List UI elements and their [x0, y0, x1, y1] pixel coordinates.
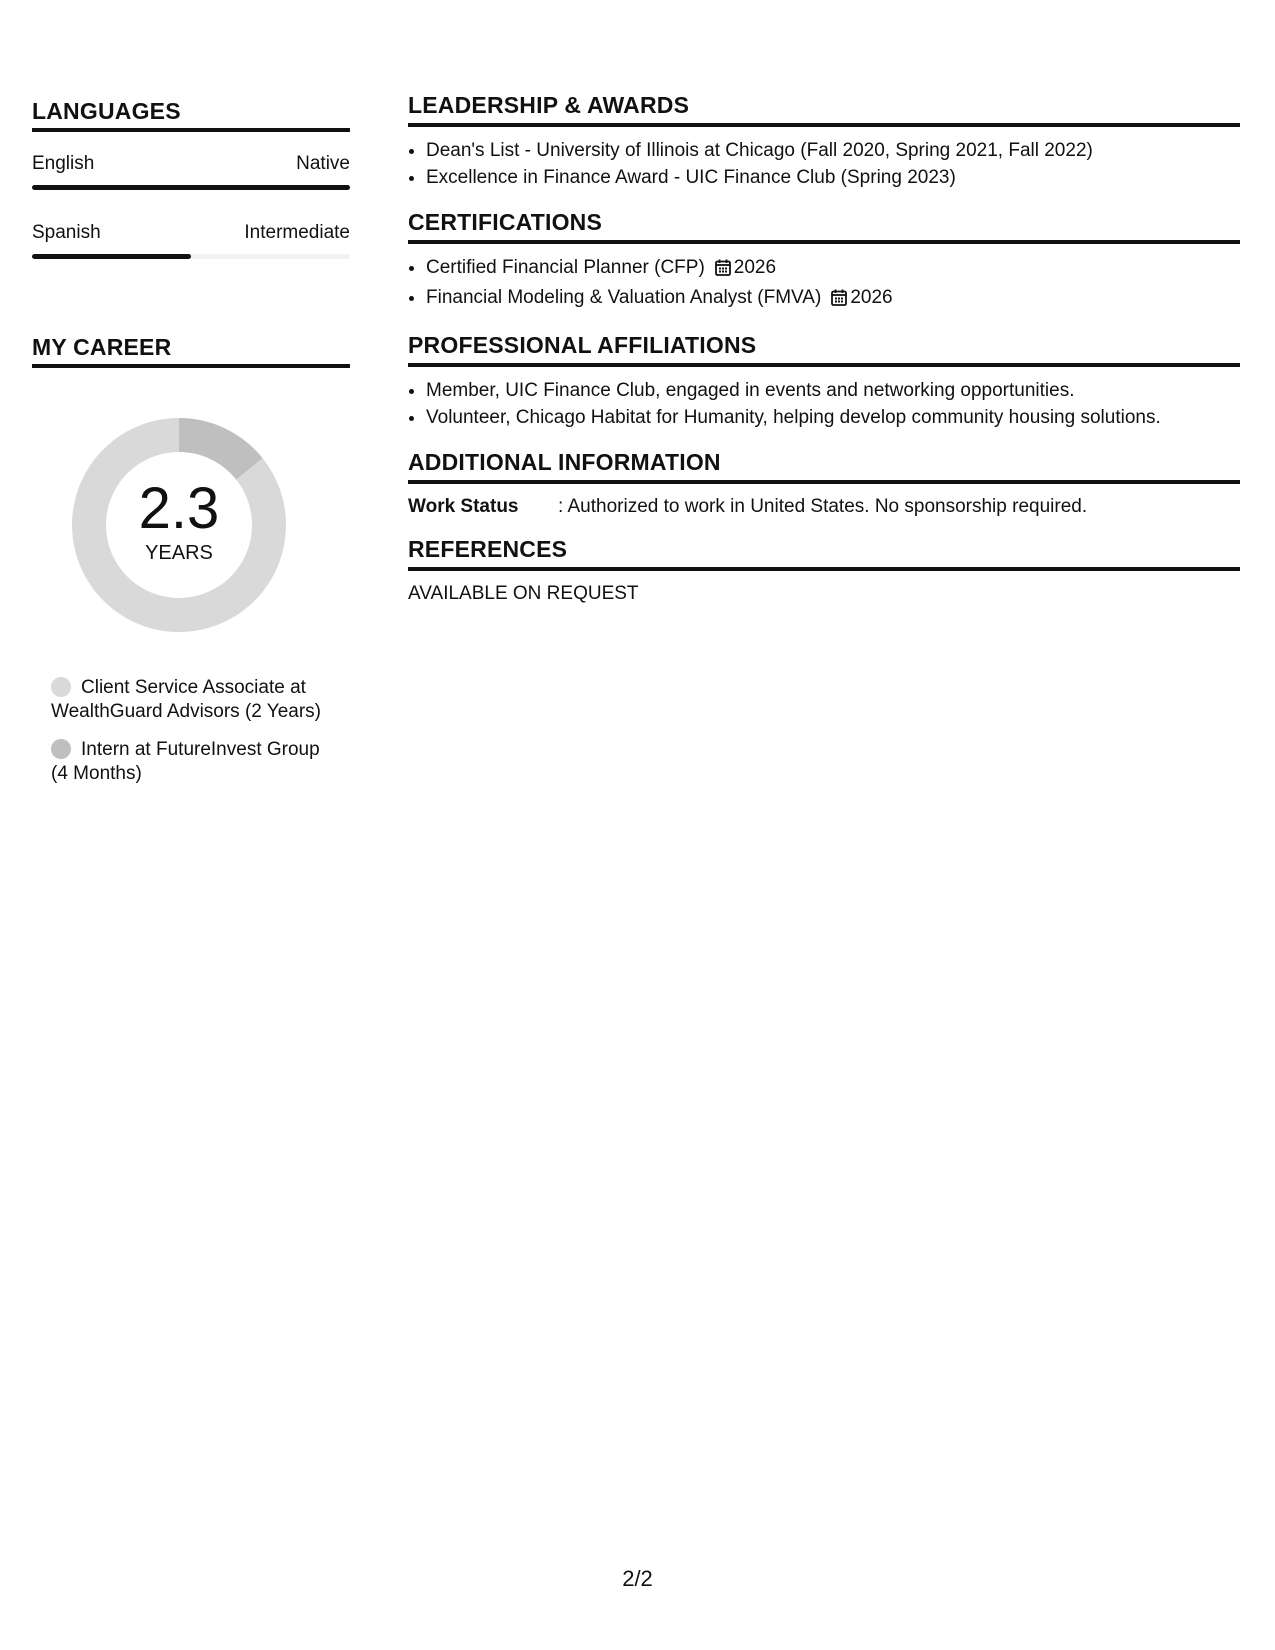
language-proficiency-bar — [32, 185, 350, 190]
language-proficiency-fill — [32, 185, 350, 190]
career-role-label: Client Service Associate at WealthGuard Advisors (2 Years) — [51, 677, 322, 722]
certification-year: 2026 — [850, 287, 893, 308]
certifications-section — [408, 209, 1240, 314]
affiliations-heading: PROFESSIONAL AFFILIATIONS — [408, 332, 1240, 367]
career-legend-item — [51, 738, 341, 786]
left-column — [32, 98, 350, 800]
references-heading: REFERENCES — [408, 536, 1240, 571]
language-name: English — [32, 153, 95, 174]
career-role-label: Intern at FutureInvest Group (4 Months) — [51, 739, 320, 784]
languages-section — [32, 98, 350, 259]
career-donut-chart — [66, 412, 292, 638]
certifications-list — [408, 254, 1240, 314]
page-number: 2/2 — [622, 1566, 653, 1591]
additional-info-section — [408, 449, 1240, 518]
right-column — [408, 92, 1240, 623]
language-name: Spanish — [32, 222, 101, 243]
calendar-icon — [715, 257, 731, 284]
career-total-unit: YEARS — [145, 542, 213, 564]
certification-item — [426, 254, 1240, 284]
affiliations-list — [408, 377, 1240, 431]
career-legend — [51, 676, 341, 786]
references-section — [408, 536, 1240, 605]
legend-dot-icon — [51, 739, 71, 759]
certification-item — [426, 284, 1240, 314]
career-heading: MY CAREER — [32, 334, 350, 368]
career-section — [32, 334, 350, 786]
list-item: • Member, UIC Finance Club, engaged in events and networking opportunities. — [426, 377, 1240, 404]
career-total — [66, 412, 292, 638]
legend-dot-icon — [51, 677, 71, 697]
affiliations-section — [408, 332, 1240, 431]
career-legend-item — [51, 676, 341, 724]
certification-name: Financial Modeling & Valuation Analyst (FMVA) — [426, 287, 822, 308]
languages-heading: LANGUAGES — [32, 98, 350, 132]
list-item: • Volunteer, Chicago Habitat for Humanity, helping develop community housing solutions. — [426, 404, 1240, 431]
additional-info-heading: ADDITIONAL INFORMATION — [408, 449, 1240, 484]
calendar-icon — [831, 287, 847, 314]
language-level: Intermediate — [244, 222, 350, 243]
language-proficiency-bar — [32, 254, 350, 259]
language-item-spanish — [32, 221, 350, 259]
career-total-value: 2.3 — [138, 476, 220, 541]
list-item: • Excellence in Finance Award - UIC Finance Club (Spring 2023) — [426, 164, 1240, 191]
certification-year: 2026 — [733, 257, 777, 278]
leadership-heading: LEADERSHIP & AWARDS — [408, 92, 1240, 127]
language-level: Native — [296, 153, 350, 174]
leadership-list — [408, 137, 1240, 191]
language-proficiency-fill — [32, 254, 191, 259]
certifications-heading: CERTIFICATIONS — [408, 209, 1240, 244]
certification-name: Certified Financial Planner (CFP) — [426, 257, 705, 278]
language-item-english — [32, 152, 350, 190]
work-status-label: Work Status — [408, 496, 519, 517]
work-status-value: : Authorized to work in United States. No sponsorship required. — [558, 496, 1088, 517]
leadership-section — [408, 92, 1240, 191]
work-status-row — [408, 496, 1240, 518]
list-item: • Dean's List - University of Illinois at Chicago (Fall 2020, Spring 2021, Fall 2022) — [426, 137, 1240, 164]
references-text: AVAILABLE ON REQUEST — [408, 583, 639, 604]
